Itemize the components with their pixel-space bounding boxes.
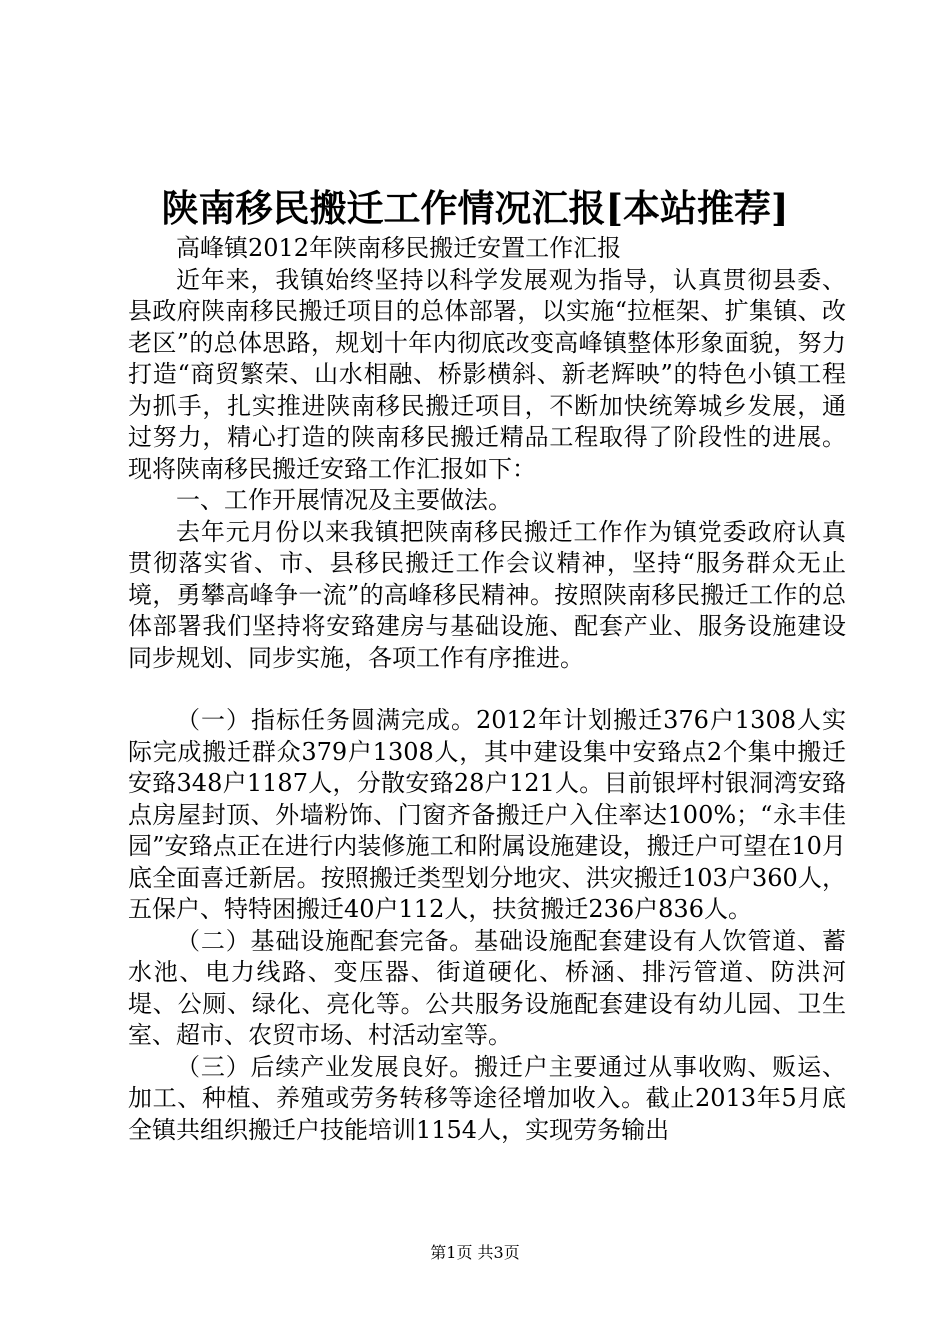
intro-paragraph: 近年来，我镇始终坚持以科学发展观为指导，认真贯彻县委、县政府陕南移民搬迁项目的总体部署，以实施“拉框架、扩集镇、改老区”的总体思路，规划十年内彻底改变高峰镇整体形象面貌，努力打造“商贸繁荣、山水相融、桥影横斜、新老辉映”的特色小镇工程为抓手，扎实推进陕南移民搬迁项目，不断加快统筹城乡发展，通过努力，精心打造的陕南移民搬迁精品工程取得了阶段性的进展。现将陕南移民搬迁安臵工作汇报如下： xyxy=(128,265,846,483)
report-subtitle: 高峰镇2012年陕南移民搬迁安置工作汇报 xyxy=(176,234,622,262)
document-title: 陕南移民搬迁工作情况汇报[本站推荐] xyxy=(161,186,789,230)
section-heading: 一、工作开展情况及主要做法。 xyxy=(176,486,512,514)
item-two-paragraph: （二）基础设施配套完备。基础设施配套建设有人饮管道、蓄水池、电力线路、变压器、街道硬化、桥涵、排污管道、防洪河堤、公厕、绿化、亮化等。公共服务设施配套建设有幼儿园、卫生室、超市、农贸市场、村活动室等。 xyxy=(128,926,846,1049)
document-body xyxy=(128,233,846,1146)
item-one-paragraph: （一）指标任务圆满完成。2012年计划搬迁376户1308人实际完成搬迁群众379户1308人，其中建设集中安臵点2个集中搬迁安臵348户1187人，分散安臵28户121人。目前银坪村银洞湾安臵点房屋封顶、外墙粉饰、门窗齐备搬迁户入住率达100%；“永丰佳园”安臵点正在进行内装修施工和附属设施建设，搬迁户可望在10月底全面喜迁新居。按照搬迁类型划分地灾、洪灾搬迁103户360人，五保户、特特困搬迁40户112人，扶贫搬迁236户836人。 xyxy=(128,706,846,923)
item-three-paragraph: （三）后续产业发展良好。搬迁户主要通过从事收购、贩运、加工、种植、养殖或劳务转移等途径增加收入。截止2013年5月底全镇共组织搬迁户技能培训1154人，实现劳务输出 xyxy=(128,1052,846,1144)
section-overview-paragraph: 去年元月份以来我镇把陕南移民搬迁工作作为镇党委政府认真贯彻落实省、市、县移民搬迁工作会议精神，坚持“服务群众无止境，勇攀高峰争一流”的高峰移民精神。按照陕南移民搬迁工作的总体部署我们坚持将安臵建房与基础设施、配套产业、服务设施建设同步规划、同步实施，各项工作有序推进。 xyxy=(128,517,846,672)
page-number: 第1页 共3页 xyxy=(430,1243,520,1262)
